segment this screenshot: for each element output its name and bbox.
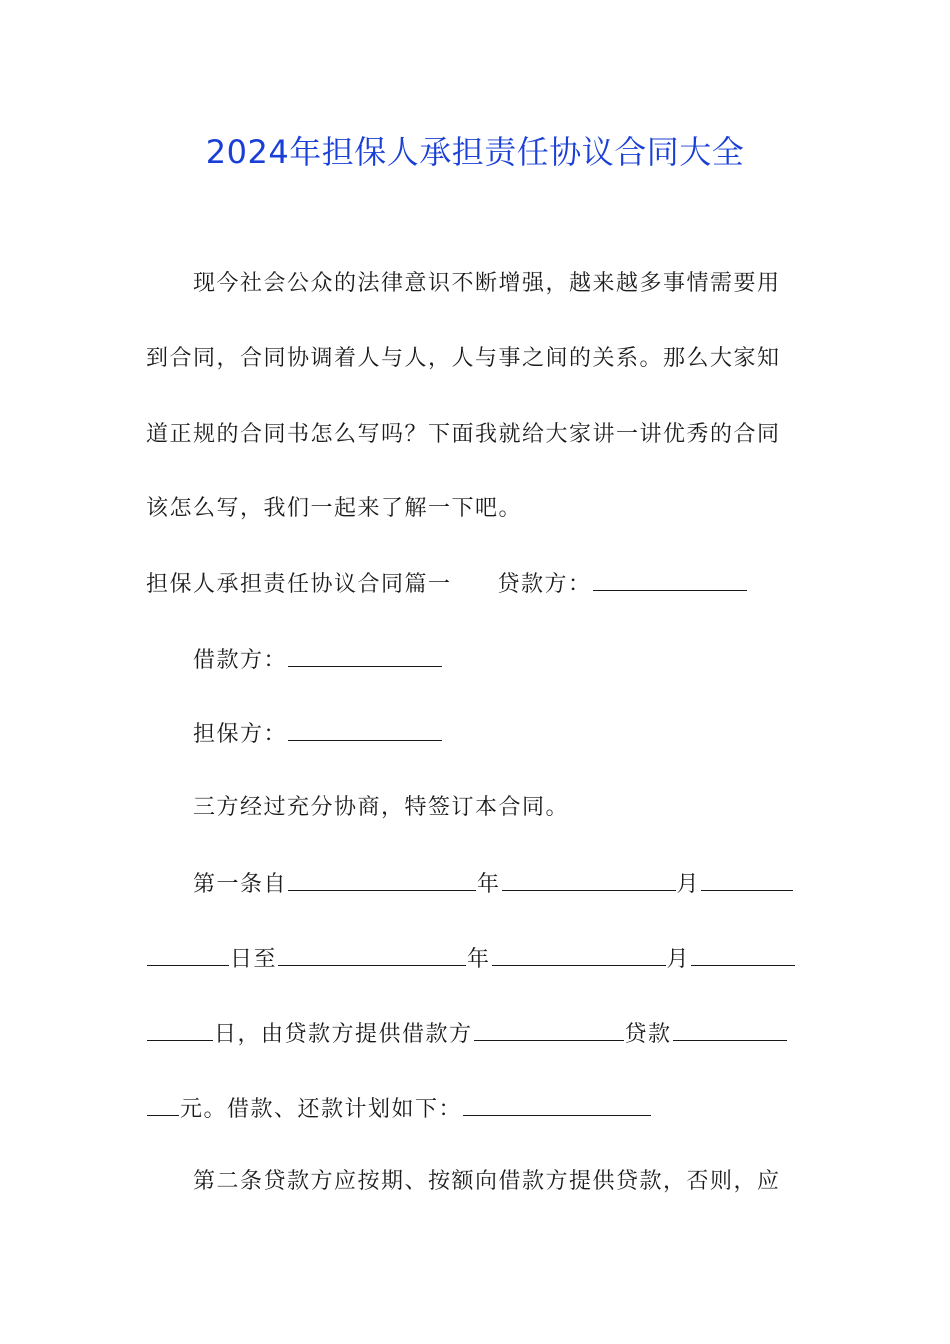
article1-line-4 bbox=[146, 1093, 652, 1125]
intro-line-4: 该怎么写，我们一起来了解一下吧。 bbox=[146, 496, 523, 521]
plan-label: 元。借款、还款计划如下： bbox=[180, 1097, 463, 1122]
start-month-blank bbox=[502, 868, 676, 891]
guarantor-blank bbox=[288, 718, 442, 741]
end-year-blank bbox=[278, 943, 466, 966]
article1-prefix: 第一条自 bbox=[193, 872, 288, 897]
lender-label: 贷款方： bbox=[497, 572, 592, 597]
end-day-blank-cont bbox=[147, 1018, 213, 1041]
day-to-label: 日至 bbox=[230, 947, 278, 972]
start-day-blank-cont bbox=[147, 943, 229, 966]
document-title: 2024年担保人承担责任协议合同大全 bbox=[205, 133, 745, 171]
year-label: 年 bbox=[477, 872, 501, 897]
borrower-label: 借款方： bbox=[193, 648, 288, 673]
intro-line-1: 现今社会公众的法律意识不断增强，越来越多事情需要用 bbox=[193, 271, 781, 296]
lender-blank bbox=[593, 568, 747, 591]
amount-blank bbox=[673, 1018, 787, 1041]
article1-line-1 bbox=[193, 868, 794, 900]
section-heading: 担保人承担责任协议合同篇一 bbox=[146, 572, 452, 597]
amount-blank-cont bbox=[147, 1093, 179, 1116]
year-label-2: 年 bbox=[467, 947, 491, 972]
article1-line-3 bbox=[146, 1018, 788, 1050]
provide-label: 日，由贷款方提供借款方 bbox=[214, 1022, 473, 1047]
guarantor-label: 担保方： bbox=[193, 722, 288, 747]
borrower-line bbox=[193, 644, 443, 676]
intro-line-2: 到合同，合同协调着人与人，人与事之间的关系。那么大家知 bbox=[146, 346, 781, 371]
start-day-blank bbox=[701, 868, 793, 891]
end-month-blank bbox=[492, 943, 666, 966]
start-year-blank bbox=[288, 868, 476, 891]
intro-line-3: 道正规的合同书怎么写吗？下面我就给大家讲一讲优秀的合同 bbox=[146, 422, 781, 447]
month-label: 月 bbox=[676, 872, 701, 897]
month-label-2: 月 bbox=[666, 947, 691, 972]
plan-blank bbox=[463, 1093, 651, 1116]
article2-line-1: 第二条贷款方应按期、按额向借款方提供贷款，否则，应 bbox=[193, 1169, 781, 1194]
section-heading-line bbox=[146, 568, 748, 600]
article1-line-2 bbox=[146, 943, 796, 975]
agreement-line: 三方经过充分协商，特签订本合同。 bbox=[193, 795, 570, 820]
end-day-blank bbox=[691, 943, 795, 966]
loan-label: 贷款 bbox=[624, 1022, 672, 1047]
borrower-blank bbox=[288, 644, 442, 667]
guarantor-line bbox=[193, 718, 443, 750]
borrower-name-blank bbox=[474, 1018, 624, 1041]
